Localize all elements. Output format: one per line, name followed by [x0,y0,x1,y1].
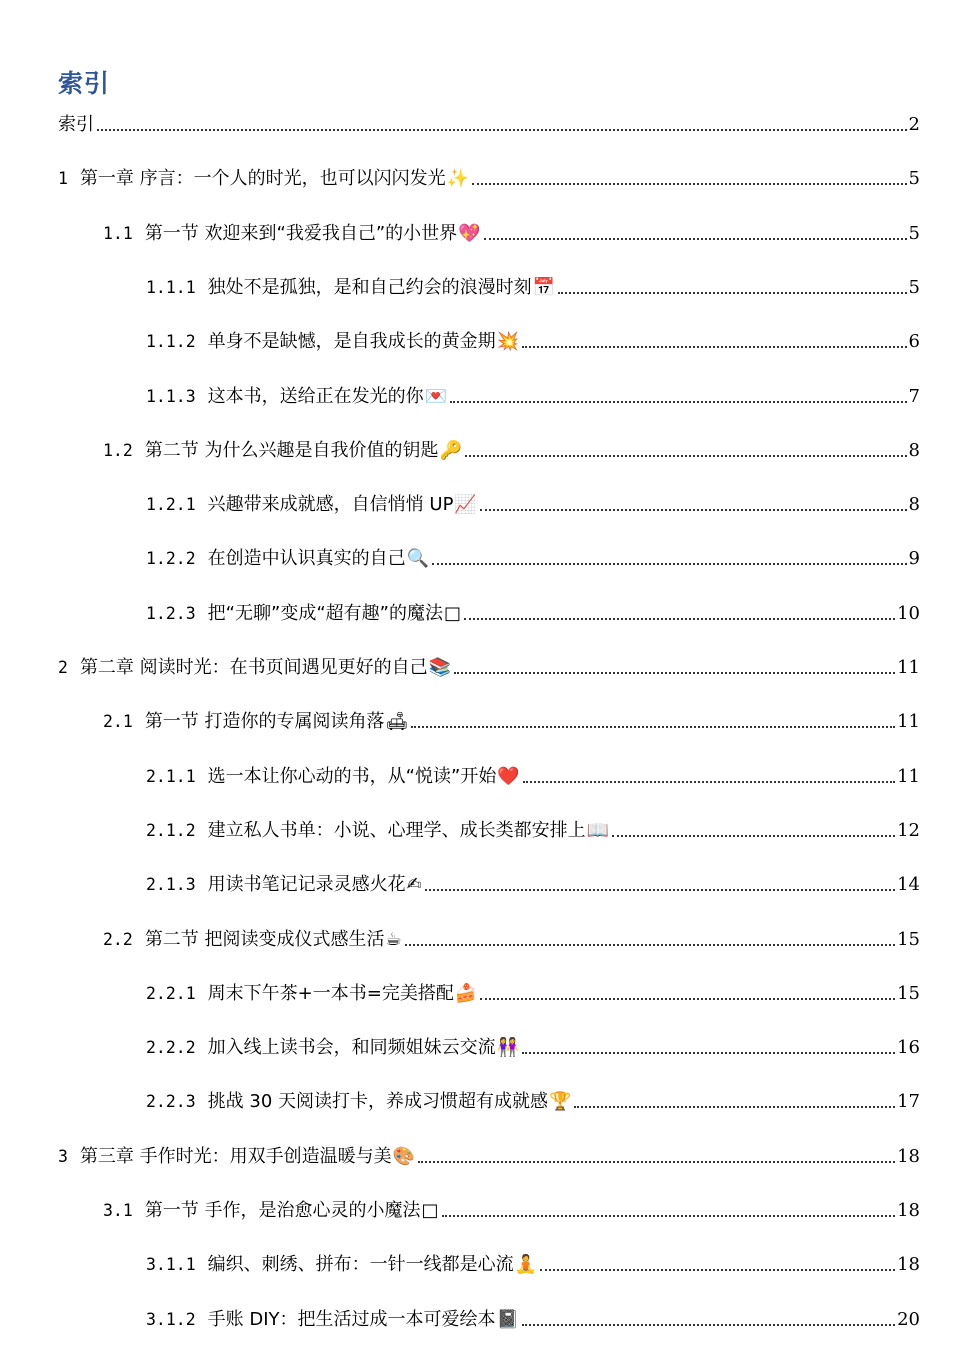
toc-entry-emoji-icon: 🍰 [454,983,478,1004]
toc-entry-emoji-icon: ✨ [446,168,470,189]
toc-entry-page-number: 7 [908,386,920,407]
dot-leader [442,1214,896,1217]
dot-leader [522,1051,895,1054]
toc-entry-emoji-icon: 👭 [496,1037,520,1058]
toc-entry-emoji-icon: 💌 [424,386,448,407]
toc-entry-page-number: 18 [897,1146,920,1167]
toc-entry-page-number: 8 [908,440,920,461]
toc-entry-title: 选一本让你心动的书，从“悦读”开始 [207,766,497,787]
toc-entry-emoji-icon: □ [421,1200,439,1221]
toc-entry[interactable] [58,160,920,190]
toc-entry-page-number: 10 [897,603,920,624]
toc-entry[interactable] [58,1138,920,1168]
toc-entry[interactable] [58,106,920,136]
toc-entry-title: 周末下午茶+一本书=完美搭配 [207,983,454,1004]
toc-entry-page-number: 17 [897,1091,920,1112]
toc-entry-number: 1.1.1 [146,278,196,297]
toc-entry[interactable] [146,1246,920,1276]
toc-entry-emoji-icon: 📖 [586,820,610,841]
toc-entry[interactable] [146,758,920,788]
toc-entry-page-number: 5 [908,223,920,244]
toc-entry[interactable] [146,378,920,408]
dot-leader [450,400,906,403]
toc-entry-title: 索引 [58,114,94,135]
toc-entry-number: 1.2.1 [146,495,196,514]
dot-leader [472,182,906,185]
toc-entry-title: 第三章 手作时光：用双手创造温暖与美 [79,1146,392,1167]
dot-leader [425,888,895,891]
toc-entry-page-number: 15 [897,929,920,950]
toc-entry-title: 建立私人书单：小说、心理学、成长类都安排上 [207,820,586,841]
toc-entry-title: 第一节 欢迎来到“我爱我自己”的小世界 [144,223,458,244]
toc-entry-page-number: 12 [897,820,920,841]
toc-entry-number: 2.1.3 [146,875,196,894]
toc-entry-title: 独处不是孤独，是和自己约会的浪漫时刻 [207,277,532,298]
toc-entry-title: 挑战 30 天阅读打卡，养成习惯超有成就感 [207,1091,549,1112]
toc-entry[interactable] [146,486,920,516]
dot-leader [612,834,895,837]
toc-entry-number: 1.2.3 [146,604,196,623]
toc-entry-emoji-icon: 🏆 [549,1091,572,1112]
toc-entry[interactable] [146,975,920,1005]
toc-entry-emoji-icon: □ [443,603,461,624]
toc-entry-emoji-icon: 🧘 [514,1254,538,1275]
dot-leader [432,562,906,565]
toc-entry-number: 1.1.2 [146,332,196,351]
toc-entry-title: 第二节 为什么兴趣是自我价值的钥匙 [144,440,439,461]
toc-entry-page-number: 16 [897,1037,920,1058]
toc-entry-number: 1 [58,169,68,188]
toc-entry-title: 加入线上读书会，和同频姐妹云交流 [207,1037,496,1058]
toc-entry[interactable] [103,432,920,462]
toc-entry[interactable] [146,1029,920,1059]
toc-entry-page-number: 15 [897,983,920,1004]
toc-entry-page-number: 14 [897,874,920,895]
toc-entry-number: 1.2.2 [146,549,196,568]
toc-entry-number: 2.2 [103,930,133,949]
dot-leader [522,345,906,348]
toc-entry-title: 用读书笔记记录灵感火花 [207,874,406,895]
dot-leader [411,725,895,728]
toc-entry[interactable] [146,1301,920,1331]
toc-entry-title: 这本书，送给正在发光的你 [207,386,424,407]
dot-leader [480,997,895,1000]
toc-entry-emoji-icon: ☕ [385,929,402,950]
dot-leader [484,237,907,240]
dot-leader [418,1160,895,1163]
toc-entry-page-number: 8 [908,494,920,515]
dot-leader [540,1268,895,1271]
toc-entry-page-number: 18 [897,1254,920,1275]
toc-entry-number: 2.2.2 [146,1038,196,1057]
toc-entry-number: 2.2.1 [146,984,196,1003]
toc-entry[interactable] [146,269,920,299]
toc-entry-number: 1.1.3 [146,387,196,406]
toc-entry-title: 第二节 把阅读变成仪式感生活 [144,929,385,950]
toc-entry-title: 第一节 打造你的专属阅读角落 [144,711,385,732]
toc-entry-title: 第一节 手作，是治愈心灵的小魔法 [144,1200,421,1221]
toc-entry-title: 手账 DIY：把生活过成一本可爱绘本 [207,1309,496,1330]
toc-entry-page-number: 18 [897,1200,920,1221]
toc-entry-page-number: 5 [908,168,920,189]
toc-entry[interactable] [58,649,920,679]
dot-leader [464,617,895,620]
toc-entry-page-number: 11 [897,657,920,678]
toc-entry-title: 单身不是缺憾，是自我成长的黄金期 [207,331,496,352]
dot-leader [97,128,907,131]
toc-entry-page-number: 5 [908,277,920,298]
dot-leader [574,1105,895,1108]
toc-entry-number: 3.1 [103,1201,133,1220]
toc-entry-page-number: 20 [897,1309,920,1330]
toc-entry[interactable] [146,323,920,353]
toc-entry-title: 兴趣带来成就感，自信悄悄 UP [207,494,454,515]
toc-entry-number: 2 [58,658,68,677]
dot-leader [465,454,907,457]
toc-entry-number: 1.2 [103,441,133,460]
toc-entry[interactable] [146,866,920,896]
toc-entry-page-number: 11 [897,766,920,787]
dot-leader [454,671,895,674]
toc-entry-emoji-icon: 📓 [496,1309,519,1330]
toc-entry-number: 2.1.1 [146,767,196,786]
dot-leader [405,943,895,946]
toc-entry[interactable] [146,595,920,625]
toc-entry-title: 编织、刺绣、拼布：一针一线都是心流 [207,1254,514,1275]
toc-entry-emoji-icon: 🔍 [406,548,430,569]
toc-entry[interactable] [103,1192,920,1222]
page-title: 索引 [58,69,111,98]
toc-entry-number: 2.2.3 [146,1092,196,1111]
toc-entry-emoji-icon: 🎨 [392,1146,416,1167]
toc-entry[interactable] [103,921,920,951]
toc-entry-emoji-icon: 💥 [496,331,520,352]
toc-entry-title: 把“无聊”变成“超有趣”的魔法 [207,603,443,624]
toc-entry-emoji-icon: 🔑 [439,440,462,461]
toc-entry-page-number: 9 [908,548,920,569]
toc-entry-emoji-icon: ✍ [406,874,422,895]
toc-entry-emoji-icon: 📅 [532,277,556,298]
toc-entry-number: 3.1.1 [146,1255,196,1274]
toc-entry[interactable] [146,540,920,570]
toc-entry-page-number: 11 [897,711,920,732]
toc-entry-emoji-icon: 🛋 [385,711,409,732]
toc-entry[interactable] [146,812,920,842]
toc-entry-emoji-icon: ❤️ [497,766,520,787]
dot-leader [523,780,895,783]
toc-entry-number: 3 [58,1147,68,1166]
toc-entry-number: 2.1.2 [146,821,196,840]
dot-leader [480,508,907,511]
toc-entry[interactable] [103,215,920,245]
toc-entry-emoji-icon: 💖 [458,223,481,244]
toc-entry-emoji-icon: 📚 [428,657,452,678]
toc-entry[interactable] [103,703,920,733]
toc-entry-title: 第二章 阅读时光：在书页间遇见更好的自己 [79,657,428,678]
toc-entry-number: 3.1.2 [146,1310,196,1329]
toc-entry-page-number: 2 [908,114,920,135]
toc-entry[interactable] [146,1083,920,1113]
toc-entry-number: 1.1 [103,224,133,243]
toc-entry-title: 第一章 序言：一个人的时光，也可以闪闪发光 [79,168,446,189]
dot-leader [558,291,906,294]
toc-entry-page-number: 6 [908,331,920,352]
toc-entry-number: 2.1 [103,712,133,731]
dot-leader [522,1323,895,1326]
toc-entry-title: 在创造中认识真实的自己 [207,548,406,569]
toc-entry-emoji-icon: 📈 [454,494,477,515]
